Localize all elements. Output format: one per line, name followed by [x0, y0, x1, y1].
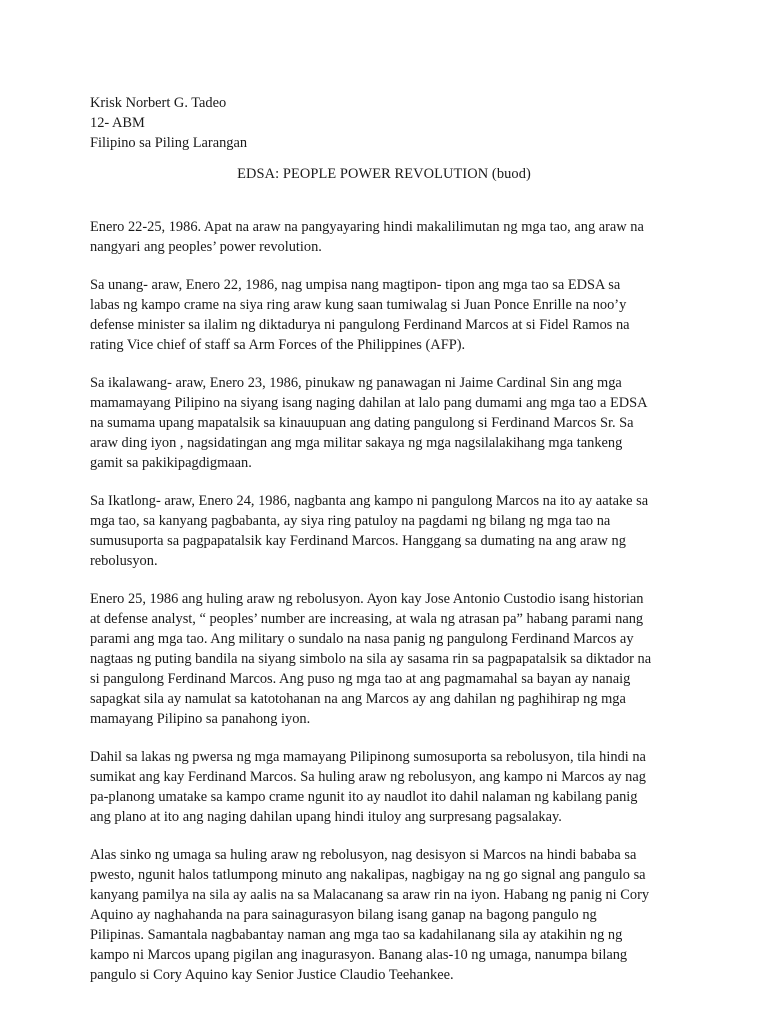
paragraph-4 — [90, 491, 690, 571]
text-line: sapagkat sila ay namulat sa katotohanan na ang Marcos ay ang dahilan ng paghihirap ng mga — [90, 691, 626, 707]
text-line: kanyang pamilya na sila ay aalis na sa Malacanang sa araw rin na iyon. Habang ng panig ni Cory — [90, 887, 650, 903]
document-body — [90, 217, 690, 1003]
text-line: pangulo si Cory Aquino kay Senior Justice Claudio Teehankee. — [90, 967, 454, 983]
text-line: pwesto, ngunit halos tatlumpong minuto ang nakalipas, nagbigay na ng go signal ang pangulo sa — [90, 867, 646, 883]
text-line: sumikat ang kay Ferdinand Marcos. Sa huling araw ng rebolusyon, ang kampo ni Marcos ay nag — [90, 769, 646, 785]
text-line: nagtaas ng puting bandila na siyang simbolo na sila ay sasama rin sa pagpapatalsik sa diktador na — [90, 651, 652, 667]
text-line: Enero 22-25, 1986. Apat na araw na pangyayaring hindi makalilimutan ng mga tao, ang araw na — [90, 219, 644, 235]
text-line: Sa Ikatlong- araw, Enero 24, 1986, nagbanta ang kampo ni pangulong Marcos na ito ay aatake sa — [90, 493, 649, 509]
text-line: Dahil sa lakas ng pwersa ng mga mamayang Pilipinong sumosuporta sa rebolusyon, tila hindi na — [90, 749, 646, 765]
text-line: Enero 25, 1986 ang huling araw ng rebolusyon. Ayon kay Jose Antonio Custodio isang historian — [90, 591, 644, 607]
text-line: Pilipinas. Samantala nagbabantay naman ang mga tao sa kadahilanang sila ay atakihin ng ng — [90, 927, 623, 943]
text-line: rebolusyon. — [90, 553, 158, 569]
text-line: Sa unang- araw, Enero 22, 1986, nag umpisa nang magtipon- tipon ang mga tao sa EDSA sa — [90, 277, 621, 293]
text-line: parami ang mga tao. Ang military o sundalo na nasa panig ng pangulong Ferdinand Marcos ay — [90, 631, 634, 647]
paragraph-5 — [90, 589, 690, 729]
text-line: sumusuporta sa pagpapatalsik kay Ferdinand Marcos. Hanggang sa dumating na ang araw ng — [90, 533, 626, 549]
text-line: rating Vice chief of staff sa Arm Forces of the Philippines (AFP). — [90, 337, 466, 353]
text-line: mga tao, sa kanyang pagbabanta, ay siya ring patuloy na pagdami ng bilang ng mga tao na — [90, 513, 611, 529]
text-line: araw ding iyon , nagsidatingan ang mga militar sakaya ng mga nagsilalakihang mga tankeng — [90, 435, 623, 451]
subject-name: Filipino sa Piling Larangan — [90, 135, 248, 151]
document-title: EDSA: PEOPLE POWER REVOLUTION (buod) — [237, 166, 531, 182]
text-line: Sa ikalawang- araw, Enero 23, 1986, pinukaw ng panawagan ni Jaime Cardinal Sin ang mga — [90, 375, 622, 391]
paragraph-3 — [90, 373, 690, 473]
student-section: 12- ABM — [90, 115, 145, 131]
author-name: Krisk Norbert G. Tadeo — [90, 95, 227, 111]
text-line: mamayang Pilipino sa panahong iyon. — [90, 711, 311, 727]
text-line: pa-planong umatake sa kampo crame ngunit ito ay naudlot ito dahil nalaman ng kabilang panig — [90, 789, 638, 805]
paragraph-2 — [90, 275, 690, 355]
text-line: nangyari ang peoples’ power revolution. — [90, 239, 322, 255]
text-line: si pangulong Ferdinand Marcos. Ang puso ng mga tao at ang pagmamahal sa bayan ay nanaig — [90, 671, 631, 687]
text-line: Alas sinko ng umaga sa huling araw ng rebolusyon, nag desisyon si Marcos na hindi bababa sa — [90, 847, 637, 863]
text-line: labas ng kampo crame na siya ring araw kung saan tumiwalag si Juan Ponce Enrille na noo’y — [90, 297, 627, 313]
text-line: ang plano at ito ang naging dahilan upang hindi ituloy ang surpresang pagsalakay. — [90, 809, 562, 825]
text-line: na sumama upang mapatalsik sa kinauupuan ang dating pangulong si Ferdinand Marcos Sr. Sa — [90, 415, 634, 431]
paragraph-1 — [90, 217, 690, 257]
text-line: mamamayang Pilipino na siyang isang naging dahilan at lalo pang dumami ang mga tao a EDSA — [90, 395, 648, 411]
text-line: Aquino ay naghahanda na para sainagurasyon bilang isang ganap na bagong pangulo ng — [90, 907, 597, 923]
paragraph-6 — [90, 747, 690, 827]
text-line: at defense analyst, “ peoples’ number are increasing, at wala ng atrasan pa” habang parami nang — [90, 611, 644, 627]
text-line: kampo ni Marcos upang pigilan ang inagurasyon. Banang alas-10 ng umaga, nanumpa bilang — [90, 947, 628, 963]
document-header — [90, 93, 690, 153]
text-line: defense minister sa ilalim ng diktadurya ni pangulong Ferdinand Marcos at si Fidel Ramos na — [90, 317, 630, 333]
text-line: gamit sa pakikipagdigmaan. — [90, 455, 252, 471]
paragraph-7 — [90, 845, 690, 985]
